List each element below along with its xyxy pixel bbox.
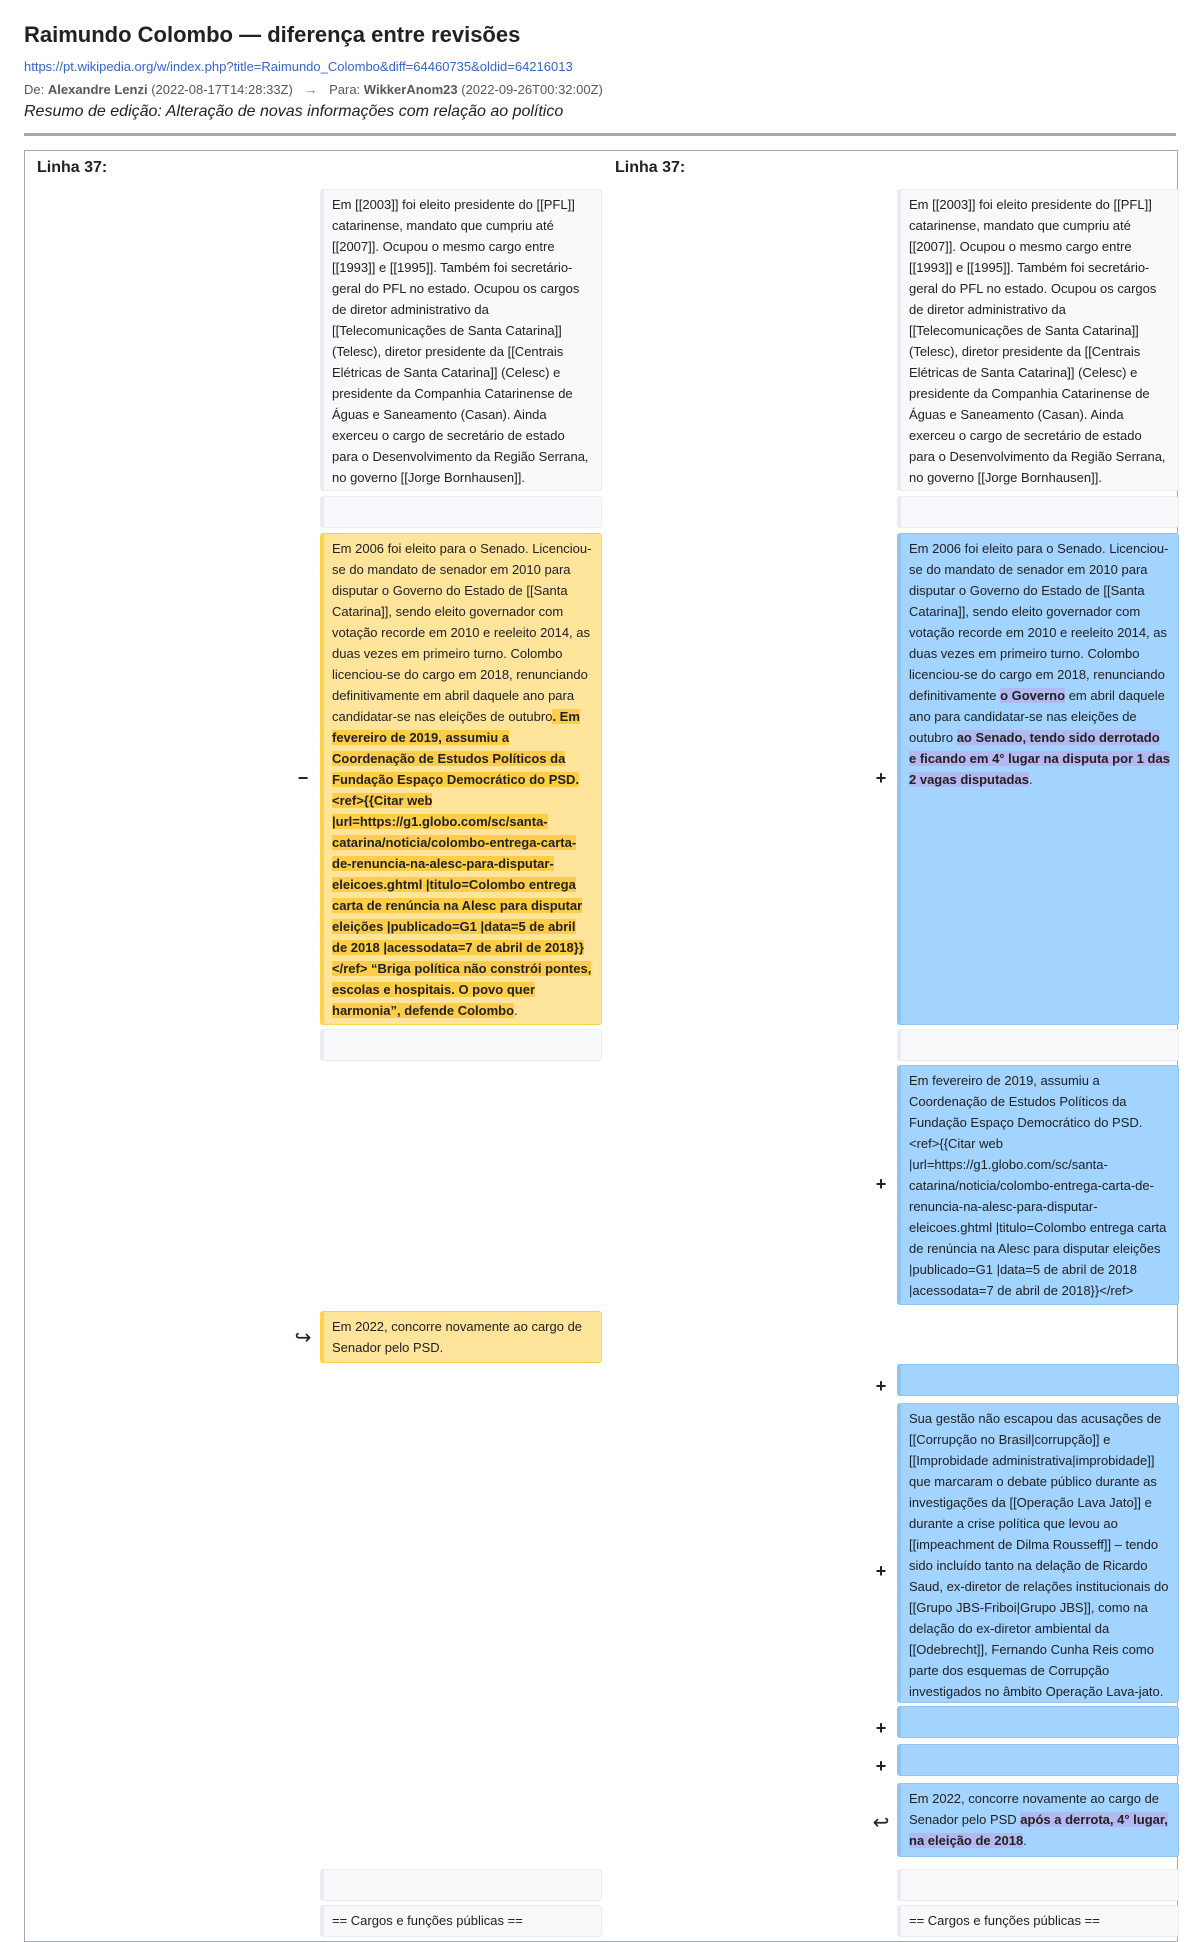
added-end: . [1028, 772, 1033, 787]
added-paragraph-corruption: Sua gestão não escapou das acusações de [[Corrupção no Brasil|corrupção]] e [[Improbidade administrativa|improbidade]] que marcaram o debate público durante as investigações da [[Operação Lava Jato]] e durante a crise política que levou ao [[impeachment de Dilma Rousseff]] – tendo sido incluído tanto na delação de Ricardo Saud, ex-diretor de relações institucionais do [[Grupo JBS-Friboi|Grupo JBS]], como na delação do ex-diretor ambiental da [[Odebrecht]], Fernando Cunha Reis como parte dos esquemas de Corrupção investigados no âmbito Operação Lava-jato. [897, 1403, 1179, 1703]
to-label: Para: [329, 82, 361, 97]
added-text: em abril daquele ano para candidatar-se nas eleições de outubro [909, 688, 1165, 745]
move-in-icon[interactable]: ↩ [872, 1812, 890, 1834]
to-date: (2022-09-26T00:32:00Z) [461, 82, 603, 97]
edit-summary: Resumo de edição: Alteração de novas informações com relação ao político [24, 103, 564, 120]
arrow-icon: → [304, 82, 318, 97]
left-empty-line [320, 1029, 602, 1061]
left-line-number: Linha 37: [37, 159, 108, 176]
to-user-link[interactable]: WikkerAnom23 [363, 82, 458, 97]
plus-icon: + [875, 1174, 887, 1194]
plus-icon: + [875, 1376, 887, 1396]
plus-icon: + [875, 1561, 887, 1581]
removed-paragraph [320, 533, 602, 1025]
moved-end: . [1023, 1833, 1027, 1848]
right-section-heading: == Cargos e funções públicas == [897, 1905, 1179, 1937]
added-highlight: o Governo [1000, 688, 1066, 703]
moved-highlight: após a derrota, 4° lugar, na eleição de 2018 [909, 1812, 1168, 1848]
left-context-paragraph: Em [[2003]] foi eleito presidente do [[PFL]] catarinense, mandato que cumpriu até [[2007]]. Ocupou o mesmo cargo entre [[1993]] e [[1995]]. Também foi secretário-geral do PFL no estado. Ocupou os cargos de diretor administrativo da [[Telecomunicações de Santa Catarina]] (Telesc), diretor presidente da [[Centrais Elétricas de Santa Catarina]] (Celesc) e presidente da Companhia Catarinense de Águas e Saneamento (Casan). Ainda exerceu o cargo de secretário de estado para o Desenvolvimento da Região Serrana, no governo [[Jorge Bornhausen]]. [320, 189, 602, 491]
diff-table [24, 150, 1178, 1942]
left-empty-line [320, 496, 602, 528]
from-label: De: [24, 82, 45, 97]
added-highlight: ao Senado, tendo sido derrotado e ficando em 4° lugar na disputa por 1 das 2 vagas disputadas [909, 730, 1170, 787]
plus-icon: + [875, 1756, 887, 1776]
added-text: Em 2006 foi eleito para o Senado. Licenciou-se do mandato de senador em 2010 para disputar o Governo do Estado de [[Santa Catarina]], sendo eleito governador com votação recorde em 2010 e reeleito 2014, as duas vezes em primeiro turno. Colombo licenciou-se do cargo em 2018, renunciando definitivamente [909, 541, 1169, 703]
added-paragraph-2019: Em fevereiro de 2019, assumiu a Coordenação de Estudos Políticos da Fundação Espaço Democrático do PSD. <ref>{{Citar web |url=https://g1.globo.com/sc/santa-catarina/noticia/colombo-entrega-carta-de-renuncia-na-alesc-para-disputar-eleicoes.ghtml |titulo=Colombo entrega carta de renúncia na Alesc para disputar eleições |publicado=G1 |data=5 de abril de 2018 |acessodata=7 de abril de 2018}}</ref> [897, 1065, 1179, 1305]
right-empty-line [897, 1029, 1179, 1061]
removed-end: . [514, 1003, 518, 1018]
added-empty-line [897, 1364, 1179, 1396]
plus-icon: + [875, 768, 887, 788]
right-context-paragraph: Em [[2003]] foi eleito presidente do [[PFL]] catarinense, mandato que cumpriu até [[2007]]. Ocupou o mesmo cargo entre [[1993]] e [[1995]]. Também foi secretário-geral do PFL no estado. Ocupou os cargos de diretor administrativo da [[Telecomunicações de Santa Catarina]] (Telesc), diretor presidente da [[Centrais Elétricas de Santa Catarina]] (Celesc) e presidente da Companhia Catarinense de Águas e Saneamento (Casan). Ainda exerceu o cargo de secretário de estado para o Desenvolvimento da Região Serrana, no governo [[Jorge Bornhausen]]. [897, 189, 1179, 491]
divider [24, 133, 1176, 136]
minus-icon: − [297, 768, 309, 788]
moved-text: Em 2022, concorre novamente ao cargo de Senador pelo PSD [909, 1791, 1160, 1827]
removed-text: Em 2006 foi eleito para o Senado. Licenciou-se do mandato de senador em 2010 para disputar o Governo do Estado de [[Santa Catarina]], sendo eleito governador com votação recorde em 2010 e reeleito 2014, as duas vezes em primeiro turno. Colombo licenciou-se do cargo em 2018, renunciando definitivamente em abril daquele ano para candidatar-se nas eleições de outubro [332, 541, 592, 724]
added-empty-line [897, 1744, 1179, 1776]
added-empty-line [897, 1706, 1179, 1738]
left-empty-line [320, 1869, 602, 1901]
left-section-heading: == Cargos e funções públicas == [320, 1905, 602, 1937]
moved-paragraph-old: Em 2022, concorre novamente ao cargo de Senador pelo PSD. [320, 1311, 602, 1363]
plus-icon: + [875, 1718, 887, 1738]
page-title: Raimundo Colombo — diferença entre revisões [24, 22, 521, 47]
from-date: (2022-08-17T14:28:33Z) [151, 82, 293, 97]
diff-url-link[interactable]: https://pt.wikipedia.org/w/index.php?title=Raimundo_Colombo&diff=64460735&oldid=64216013 [24, 59, 573, 74]
removed-highlight: . Em fevereiro de 2019, assumiu a Coordenação de Estudos Políticos da Fundação Espaço Democrático do PSD. <ref>{{Citar web |url=https://g1.globo.com/sc/santa-catarina/noticia/colombo-entrega-carta-de-renuncia-na-alesc-para-disputar-eleicoes.ghtml |titulo=Colombo entrega carta de renúncia na Alesc para disputar eleições |publicado=G1 |data=5 de abril de 2018 |acessodata=7 de abril de 2018}}</ref> “Briga política não constrói pontes, escolas e hospitais. O povo quer harmonia”, defende Colombo [332, 709, 592, 1018]
moved-paragraph-new [897, 1783, 1179, 1857]
right-empty-line [897, 1869, 1179, 1901]
right-empty-line [897, 496, 1179, 528]
from-user-link[interactable]: Alexandre Lenzi [47, 82, 148, 97]
move-out-icon[interactable]: ↪ [294, 1327, 312, 1349]
revision-meta [24, 81, 1176, 99]
added-paragraph-senate [897, 533, 1179, 1025]
right-line-number: Linha 37: [615, 159, 686, 176]
